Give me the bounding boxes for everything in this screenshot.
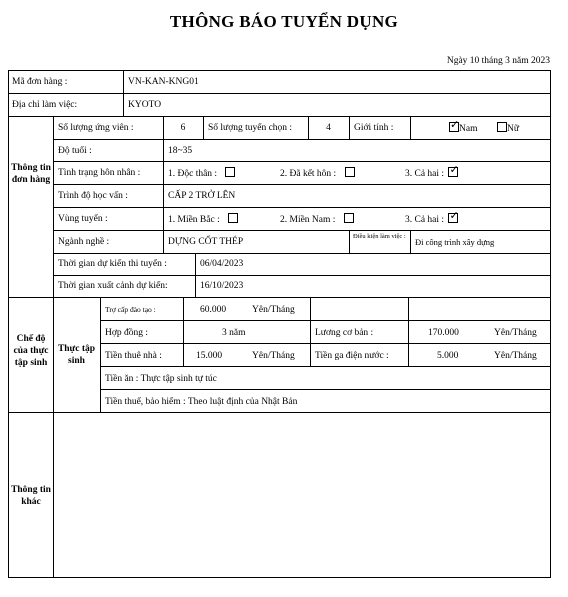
gender-female-checkbox[interactable] xyxy=(497,122,507,132)
job-label: Ngành nghề : xyxy=(58,237,110,247)
exam-date-label: Thời gian dự kiến thi tuyển : xyxy=(58,259,167,269)
age-label: Độ tuổi : xyxy=(58,146,92,156)
region-north-checkbox[interactable] xyxy=(228,213,238,223)
order-code-label: Mã đơn hàng : xyxy=(12,77,68,87)
region-north-option[interactable]: 1. Miền Bắc : xyxy=(168,213,238,226)
applicants-value: 6 xyxy=(180,123,186,133)
marital-married-checkbox[interactable] xyxy=(345,167,355,177)
section-other-info-title: Thông tin khác xyxy=(11,485,51,507)
marital-both-option[interactable]: 3. Cả hai : ✓ xyxy=(405,163,459,179)
region-label: Vùng tuyển : xyxy=(58,214,108,224)
work-location-value: KYOTO xyxy=(128,100,162,110)
hires-value: 4 xyxy=(326,123,331,133)
training-allowance-label: Trợ cấp đào tạo : xyxy=(105,305,156,314)
marital-single-checkbox[interactable] xyxy=(225,167,235,177)
region-south-checkbox[interactable] xyxy=(344,213,354,223)
job-value: DỰNG CỐT THÉP xyxy=(168,237,244,247)
marital-both-checkbox[interactable] xyxy=(448,163,459,177)
gender-male-option[interactable]: ✓ Nam xyxy=(450,118,478,134)
gender-female-option[interactable]: Nữ xyxy=(495,122,519,135)
utilities-unit: Yên/Tháng xyxy=(494,351,537,361)
check-mark-icon: ✓ xyxy=(449,209,459,222)
check-mark-icon: ✓ xyxy=(449,163,459,176)
applicants-label: Số lượng ứng viên : xyxy=(58,123,134,133)
section-order-info-title: Thông tin đơn hàng xyxy=(11,163,51,185)
utilities-value: 5.000 xyxy=(437,351,459,361)
tax-insurance-note: Tiền thuế, bảo hiểm : Theo luật định của Nhật Bản xyxy=(105,397,298,407)
trainee-subsection-title: Thực tập sinh xyxy=(57,344,96,366)
departure-date-value: 16/10/2023 xyxy=(200,281,244,291)
region-both-checkbox[interactable] xyxy=(448,209,459,223)
page-title: THÔNG BÁO TUYỂN DỤNG xyxy=(169,12,399,31)
base-salary-label: Lương cơ bản : xyxy=(315,328,374,338)
notice-date: Ngày 10 tháng 3 năm 2023 xyxy=(446,56,550,66)
region-south-option[interactable]: 2. Miền Nam : xyxy=(280,213,354,226)
training-allowance-value: 60.000 xyxy=(200,305,227,315)
contract-value: 3 năm xyxy=(222,328,246,338)
gender-label: Giới tính : xyxy=(354,123,394,133)
rent-value: 15.000 xyxy=(196,351,223,361)
hires-label: Số lượng tuyển chọn : xyxy=(208,123,293,133)
education-label: Trình độ học vấn : xyxy=(58,191,128,201)
gender-male-checkbox[interactable] xyxy=(449,118,460,132)
working-condition-value: Đi công trình xây dựng xyxy=(415,237,495,247)
work-location-label: Địa chỉ làm việc: xyxy=(12,100,78,110)
exam-date-value: 06/04/2023 xyxy=(200,259,244,269)
marital-single-option[interactable]: 1. Độc thân : xyxy=(168,167,235,180)
marital-married-option[interactable]: 2. Đã kết hôn : xyxy=(280,167,355,180)
working-condition-label: Điều kiện làm việc : xyxy=(353,233,406,240)
departure-date-label: Thời gian xuất cảnh dự kiến: xyxy=(58,281,168,291)
base-salary-value: 170.000 xyxy=(428,328,459,338)
age-value: 18~35 xyxy=(168,146,193,156)
contract-label: Hợp đồng : xyxy=(105,328,149,338)
rent-unit: Yên/Tháng xyxy=(252,351,295,361)
meals-note: Tiền ăn : Thực tập sinh tự túc xyxy=(105,374,217,384)
marital-label: Tình trạng hôn nhân : xyxy=(58,168,141,178)
education-value: CẤP 2 TRỞ LÊN xyxy=(168,191,236,201)
training-allowance-unit: Yên/Tháng xyxy=(252,305,295,315)
region-both-option[interactable]: 3. Cả hai : ✓ xyxy=(405,209,459,225)
section-benefits-title: Chế độ của thực tập sinh xyxy=(13,334,49,368)
base-salary-unit: Yên/Tháng xyxy=(494,328,537,338)
order-code-value: VN-KAN-KNG01 xyxy=(128,77,199,87)
check-mark-icon: ✓ xyxy=(450,118,460,131)
utilities-label: Tiền ga điện nước : xyxy=(315,351,389,361)
rent-label: Tiền thuê nhà : xyxy=(105,351,162,361)
other-info-area xyxy=(56,415,548,575)
